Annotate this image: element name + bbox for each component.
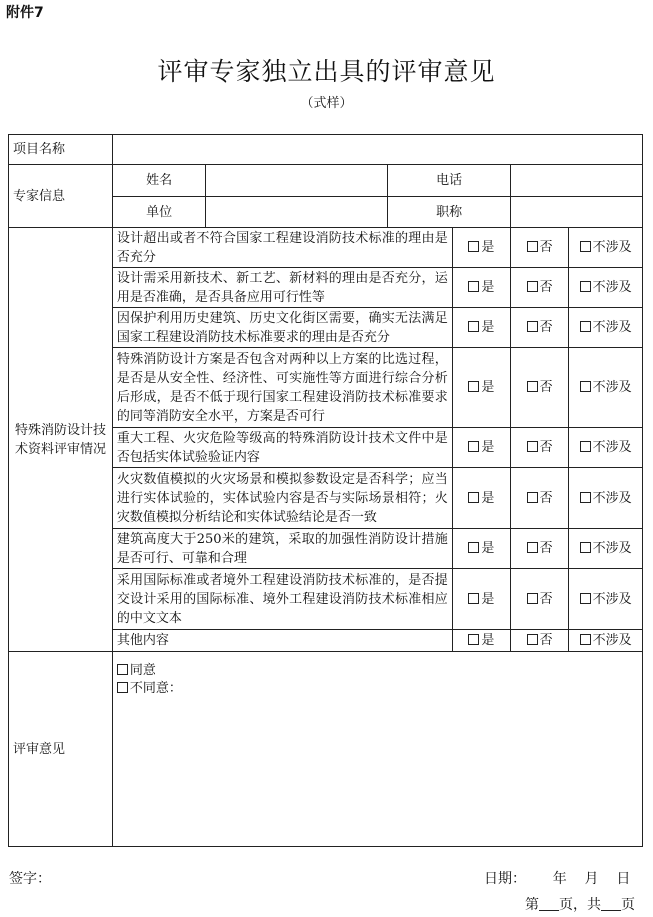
agree-checkbox[interactable] (117, 664, 128, 675)
agree-label: 同意 (129, 663, 156, 678)
document-title: 评审专家独立出具的评审意见 (157, 57, 496, 86)
review-item-row (9, 228, 643, 268)
option-yes-checkbox[interactable] (452, 308, 510, 348)
page-suffix: 页 (621, 897, 635, 913)
checkbox-box[interactable] (580, 281, 591, 292)
option-label: 是 (481, 633, 495, 648)
option-label: 是 (481, 490, 495, 506)
review-form-table (8, 134, 643, 847)
expert-info-label: 专家信息 (9, 165, 113, 228)
option-label: 否 (539, 380, 553, 395)
checkbox-box[interactable] (527, 441, 538, 452)
option-yes-checkbox[interactable] (452, 228, 510, 268)
checkbox-box[interactable] (468, 381, 479, 392)
option-yes-checkbox[interactable] (452, 348, 510, 428)
review-criterion: 重大工程、火灾危险等级高的特殊消防设计技术文件中是否包括实体试验验证内容 (112, 428, 452, 468)
project-name-label: 项目名称 (9, 135, 113, 165)
unit-label: 单位 (112, 197, 206, 228)
option-no-checkbox[interactable] (510, 268, 568, 308)
phone-field[interactable] (510, 165, 642, 197)
option-label: 是 (481, 280, 495, 295)
option-label: 是 (481, 320, 495, 335)
review-criterion: 特殊消防设计方案是否包含对两种以上方案的比选过程，是否是从安全性、经济性、可实施性等方面进行综合分析后形成，是否不低于现行国家工程建设消防技术标准要求的同等消防安全水平，方案是否可行 (112, 348, 452, 428)
checkbox-box[interactable] (468, 634, 479, 645)
project-name-row (9, 135, 643, 165)
option-label: 否 (539, 280, 553, 295)
review-criterion: 其他内容 (112, 630, 452, 652)
page-number-blank[interactable] (539, 898, 559, 911)
signature-label: 签字： (9, 871, 51, 887)
option-label: 不涉及 (592, 440, 632, 455)
option-yes-checkbox[interactable] (452, 630, 510, 652)
checkbox-box[interactable] (468, 321, 479, 332)
opinion-field[interactable] (112, 652, 642, 847)
expert-name-row (9, 165, 643, 197)
checkbox-box[interactable] (468, 542, 479, 553)
review-criterion: 火灾数值模拟的火灾场景和模拟参数设定是否科学；应当进行实体试验的，实体试验内容是否与实际场景相符；火灾数值模拟分析结论和实体试验结论是否一致 (112, 468, 452, 529)
checkbox-box[interactable] (580, 542, 591, 553)
option-label: 不涉及 (592, 280, 632, 295)
option-yes-checkbox[interactable] (452, 268, 510, 308)
name-field[interactable] (206, 165, 388, 197)
date-month: 月 (584, 871, 599, 887)
date-year: 年 (552, 871, 567, 887)
option-na-checkbox[interactable] (569, 308, 643, 348)
review-criterion: 设计需采用新技术、新工艺、新材料的理由是否充分，运用是否准确，是否具备应用可行性等 (112, 268, 452, 308)
checkbox-box[interactable] (527, 634, 538, 645)
option-label: 不涉及 (592, 541, 632, 556)
option-label: 不涉及 (592, 591, 632, 607)
document-subtitle: （式样） (300, 96, 353, 111)
checkbox-box[interactable] (580, 441, 591, 452)
option-yes-checkbox[interactable] (452, 468, 510, 529)
checkbox-box[interactable] (527, 542, 538, 553)
page-prefix: 第 (525, 897, 539, 913)
option-no-checkbox[interactable] (510, 428, 568, 468)
option-label: 不涉及 (592, 380, 632, 395)
option-label: 不涉及 (592, 633, 632, 648)
checkbox-box[interactable] (580, 241, 591, 252)
option-na-checkbox[interactable] (569, 348, 643, 428)
project-name-field[interactable] (112, 135, 642, 165)
checkbox-box[interactable] (580, 634, 591, 645)
page-mid: 页，共 (559, 897, 601, 913)
date-line (484, 868, 630, 888)
checkbox-box[interactable] (527, 281, 538, 292)
checkbox-box[interactable] (468, 281, 479, 292)
title-field[interactable] (510, 197, 642, 228)
review-criterion: 设计超出或者不符合国家工程建设消防技术标准的理由是否充分 (112, 228, 452, 268)
option-label: 否 (539, 633, 553, 648)
option-label: 否 (539, 541, 553, 556)
date-label: 日期： (484, 871, 526, 887)
option-na-checkbox[interactable] (569, 569, 643, 630)
option-label: 否 (539, 440, 553, 455)
option-label: 否 (539, 240, 553, 255)
review-criterion: 采用国际标准或者境外工程建设消防技术标准的，是否提交设计采用的国际标准、境外工程建设消防技术标准相应的中文文本 (112, 569, 452, 630)
option-label: 是 (481, 440, 495, 455)
phone-label: 电话 (388, 165, 511, 197)
checkbox-box[interactable] (580, 321, 591, 332)
option-label: 否 (539, 490, 553, 506)
checkbox-box[interactable] (527, 241, 538, 252)
option-na-checkbox[interactable] (569, 268, 643, 308)
checkbox-box[interactable] (527, 321, 538, 332)
option-na-checkbox[interactable] (569, 428, 643, 468)
checkbox-box[interactable] (527, 381, 538, 392)
option-label: 不涉及 (592, 320, 632, 335)
option-yes-checkbox[interactable] (452, 569, 510, 630)
option-label: 否 (539, 591, 553, 607)
checkbox-box[interactable] (468, 441, 479, 452)
option-yes-checkbox[interactable] (452, 428, 510, 468)
checkbox-box[interactable] (527, 492, 538, 503)
option-no-checkbox[interactable] (510, 529, 568, 569)
option-no-checkbox[interactable] (510, 569, 568, 630)
option-label: 是 (481, 541, 495, 556)
checkbox-box[interactable] (468, 492, 479, 503)
option-no-checkbox[interactable] (510, 630, 568, 652)
review-criterion: 因保护利用历史建筑、历史文化街区需要，确实无法满足国家工程建设消防技术标准要求的理由是否充分 (112, 308, 452, 348)
disagree-label: 不同意： (129, 681, 182, 696)
checkbox-box[interactable] (468, 241, 479, 252)
option-yes-checkbox[interactable] (452, 529, 510, 569)
checkbox-box[interactable] (580, 492, 591, 503)
opinion-row (9, 652, 643, 847)
checkbox-box[interactable] (580, 593, 591, 604)
checkbox-box[interactable] (580, 381, 591, 392)
review-section-label: 特殊消防设计技术资料评审情况 (9, 228, 113, 652)
disagree-checkbox[interactable] (117, 682, 128, 693)
option-no-checkbox[interactable] (510, 308, 568, 348)
option-label: 是 (481, 240, 495, 255)
page-counter (525, 894, 635, 914)
agree-option[interactable] (117, 662, 638, 680)
option-label: 不涉及 (592, 240, 632, 255)
option-label: 是 (481, 380, 495, 395)
option-no-checkbox[interactable] (510, 348, 568, 428)
date-day: 日 (616, 871, 631, 887)
option-no-checkbox[interactable] (510, 468, 568, 529)
page-total-blank[interactable] (601, 898, 621, 911)
review-criterion: 建筑高度大于250米的建筑，采取的加强性消防设计措施是否可行、可靠和合理 (112, 529, 452, 569)
option-na-checkbox[interactable] (569, 468, 643, 529)
option-label: 不涉及 (592, 490, 632, 506)
option-label: 是 (481, 591, 495, 607)
option-na-checkbox[interactable] (569, 529, 643, 569)
unit-field[interactable] (206, 197, 388, 228)
title-label: 职称 (388, 197, 511, 228)
attachment-label: 附件7 (6, 5, 44, 21)
option-label: 否 (539, 320, 553, 335)
option-no-checkbox[interactable] (510, 228, 568, 268)
opinion-label: 评审意见 (9, 652, 113, 847)
checkbox-box[interactable] (468, 593, 479, 604)
disagree-option[interactable] (117, 680, 638, 698)
name-label: 姓名 (112, 165, 206, 197)
option-na-checkbox[interactable] (569, 630, 643, 652)
checkbox-box[interactable] (527, 593, 538, 604)
option-na-checkbox[interactable] (569, 228, 643, 268)
